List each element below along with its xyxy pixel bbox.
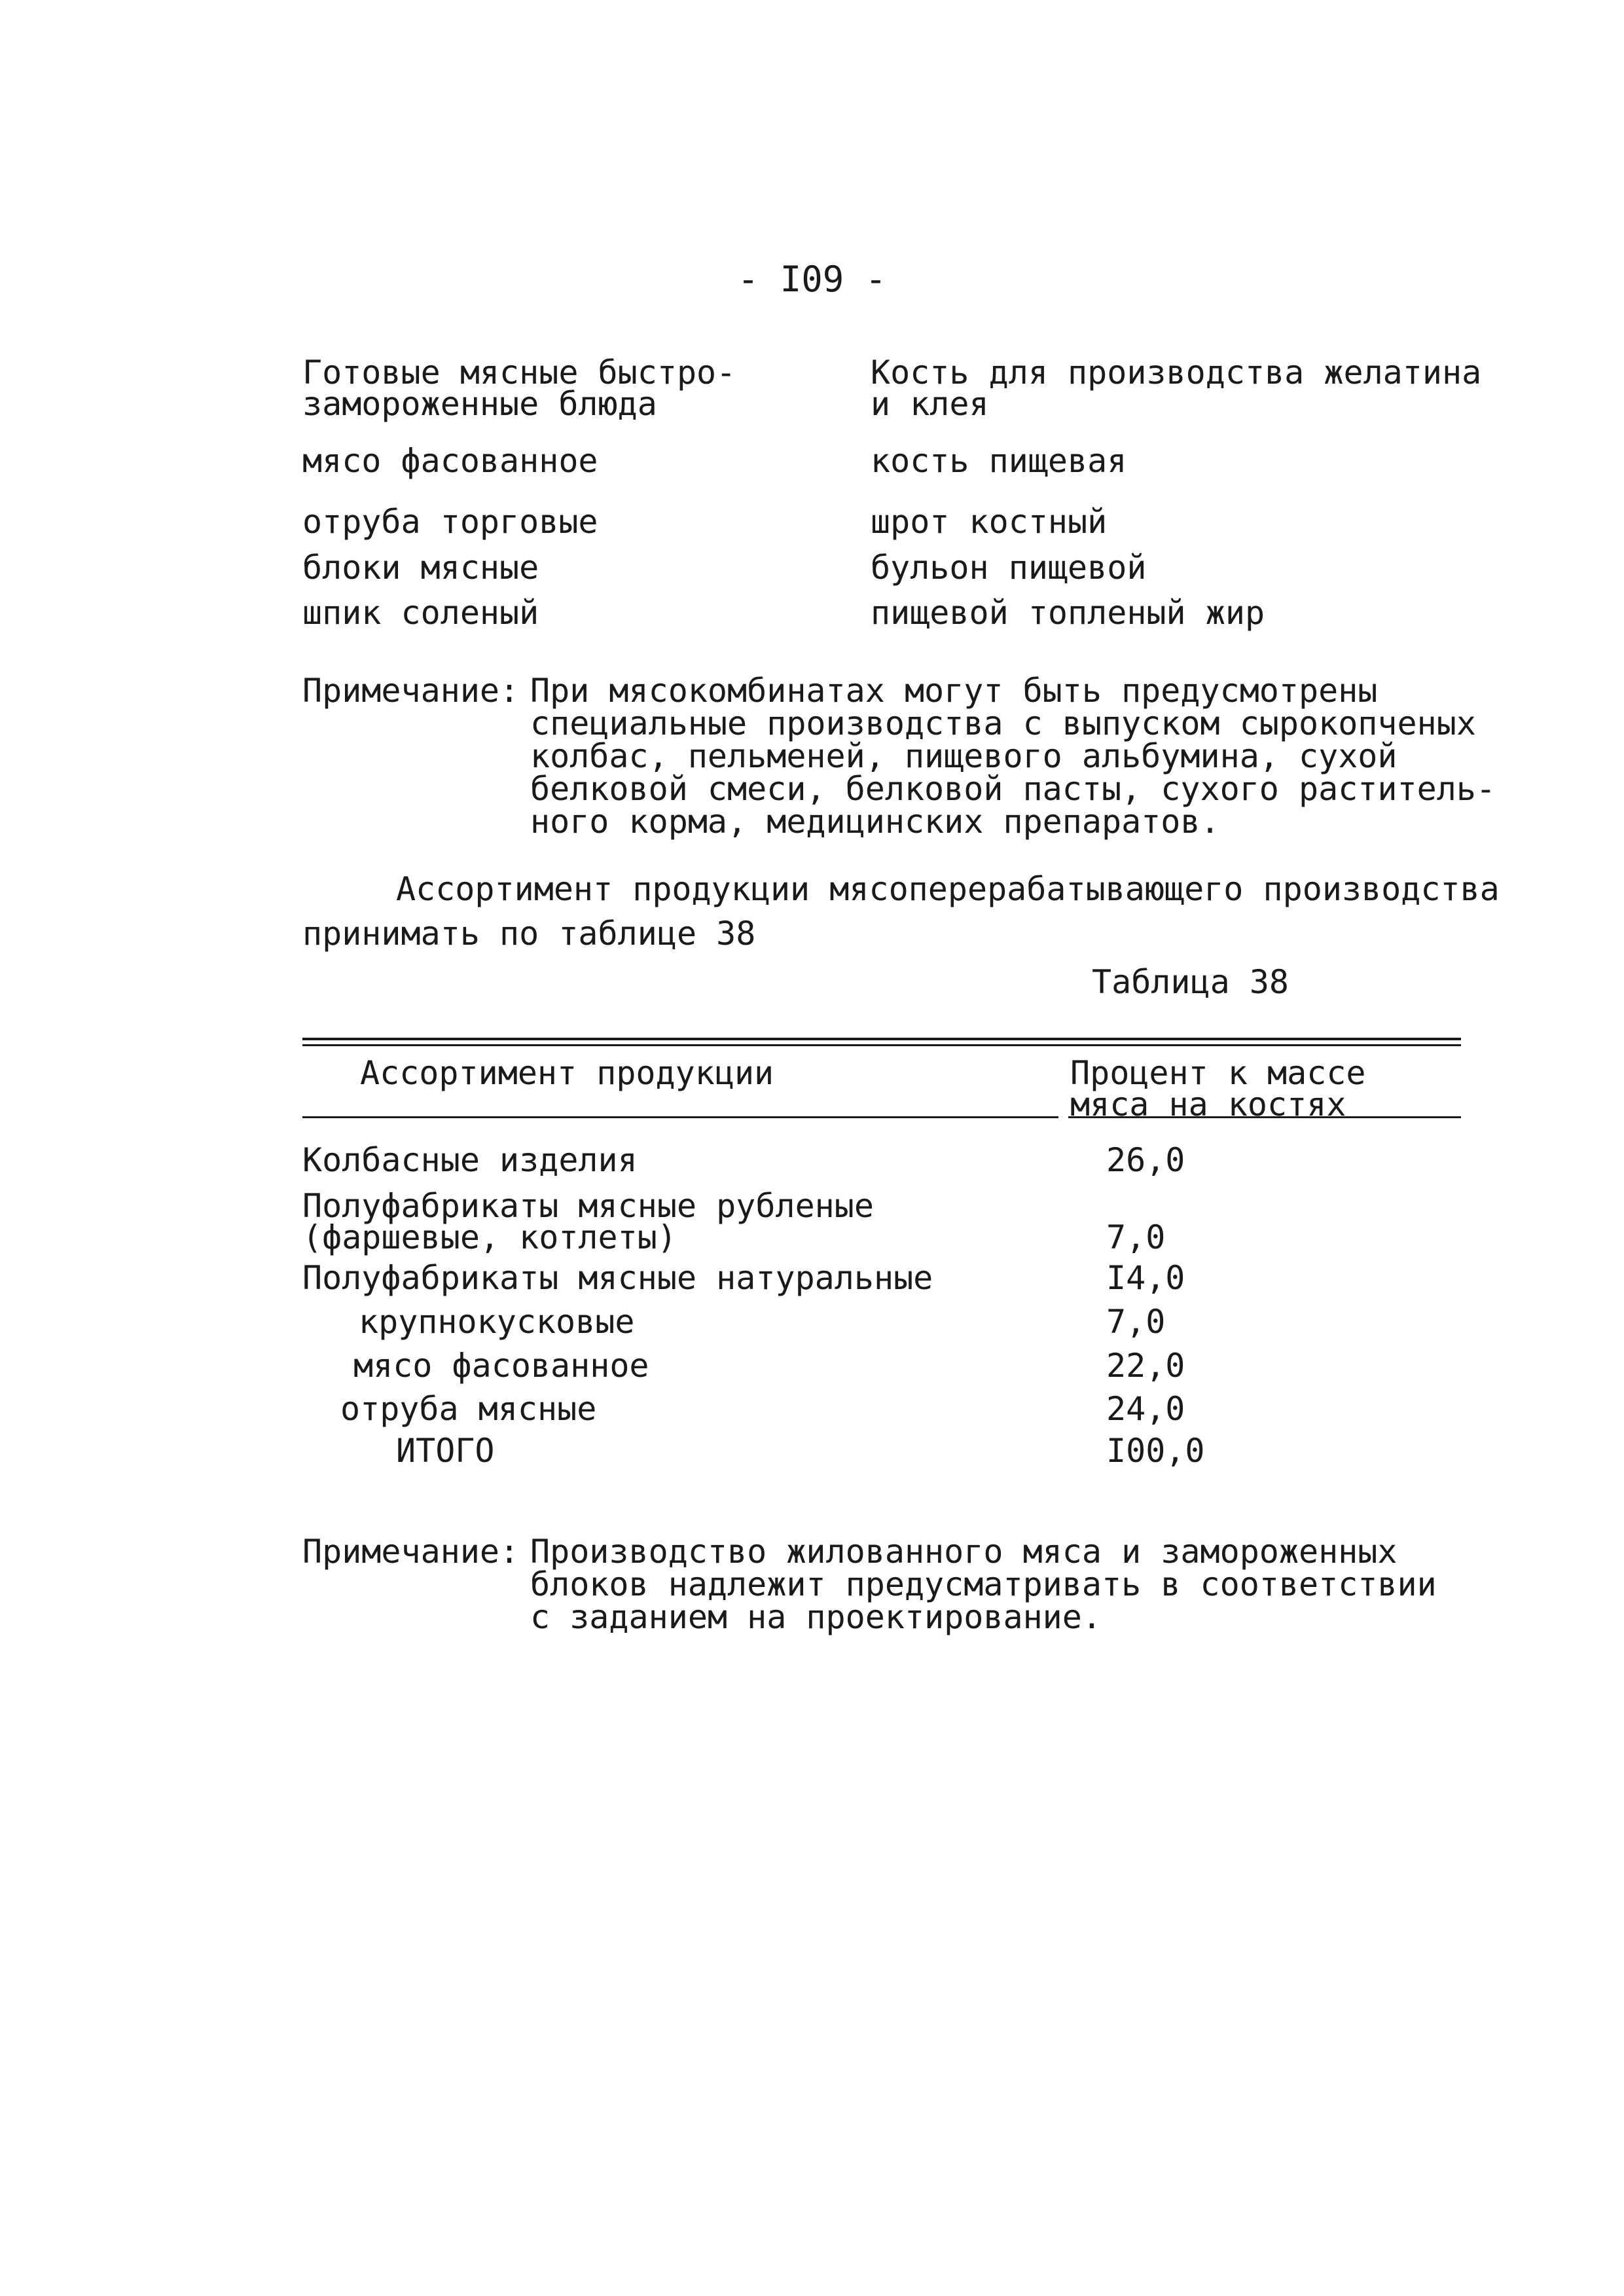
list-item: шрот костный: [871, 503, 1108, 541]
note-label: Примечание:: [302, 1533, 520, 1571]
note-text: Производство жилованного мяса и замороженных блоков надлежит предусматривать в соответствии с заданием на проектирование.: [530, 1533, 1437, 1636]
table-row-value: 7,0: [1106, 1218, 1166, 1256]
list-item: Готовые мясные быстро- замороженные блюда: [302, 354, 736, 423]
list-item: шпик соленый: [302, 594, 539, 632]
table-top-rule: [302, 1038, 1461, 1040]
table-header-rule-right: [1068, 1116, 1461, 1118]
list-item: бульон пищевой: [871, 549, 1147, 587]
list-item: мясо фасованное: [302, 442, 598, 480]
table-row-name: отруба мясные: [340, 1390, 597, 1428]
list-item: кость пищевая: [871, 442, 1127, 480]
page-number: - I09 -: [737, 259, 887, 300]
table-row-value: 26,0: [1106, 1141, 1185, 1179]
list-item: отруба торговые: [302, 503, 598, 541]
list-item: блоки мясные: [302, 549, 539, 587]
table-row-value: 7,0: [1106, 1303, 1166, 1341]
table-top-rule-secondary: [302, 1044, 1461, 1046]
paragraph-line-2: принимать по таблице 38: [302, 915, 756, 953]
table-row-name: Колбасные изделия: [302, 1141, 638, 1179]
table-row-name-total: ИТОГО: [396, 1432, 495, 1470]
note-label: Примечание:: [302, 672, 520, 710]
table-row-value: 22,0: [1106, 1347, 1185, 1385]
paragraph-line-1: Ассортимент продукции мясоперерабатывающего производства: [396, 870, 1500, 908]
table-row-name: крупнокусковые: [359, 1303, 635, 1341]
table-row-name: Полуфабрикаты мясные рубленые (фаршевые, котлеты): [302, 1187, 874, 1256]
table-row-value: 24,0: [1106, 1390, 1185, 1428]
table-header-percent: Процент к массе мяса на костях: [1070, 1054, 1366, 1123]
table-row-name: мясо фасованное: [353, 1347, 649, 1385]
list-item: Кость для производства желатина и клея: [871, 354, 1482, 423]
table-header-product: Ассортимент продукции: [360, 1054, 774, 1092]
table-caption: Таблица 38: [1092, 963, 1290, 1001]
table-header-rule-left: [302, 1116, 1058, 1118]
list-item: пищевой топленый жир: [871, 594, 1265, 632]
note-text: При мясокомбинатах могут быть предусмотрены специальные производства с выпуском сырокопченых колбас, пельменей, пищевого альбумина, сухой белковой смеси, белковой пасты, сухого раститель- ного корма, медицинских препаратов.: [530, 672, 1496, 841]
table-row-value-total: I00,0: [1106, 1432, 1205, 1470]
table-row-name: Полуфабрикаты мясные натуральные: [302, 1259, 933, 1297]
table-row-value: I4,0: [1106, 1259, 1185, 1297]
